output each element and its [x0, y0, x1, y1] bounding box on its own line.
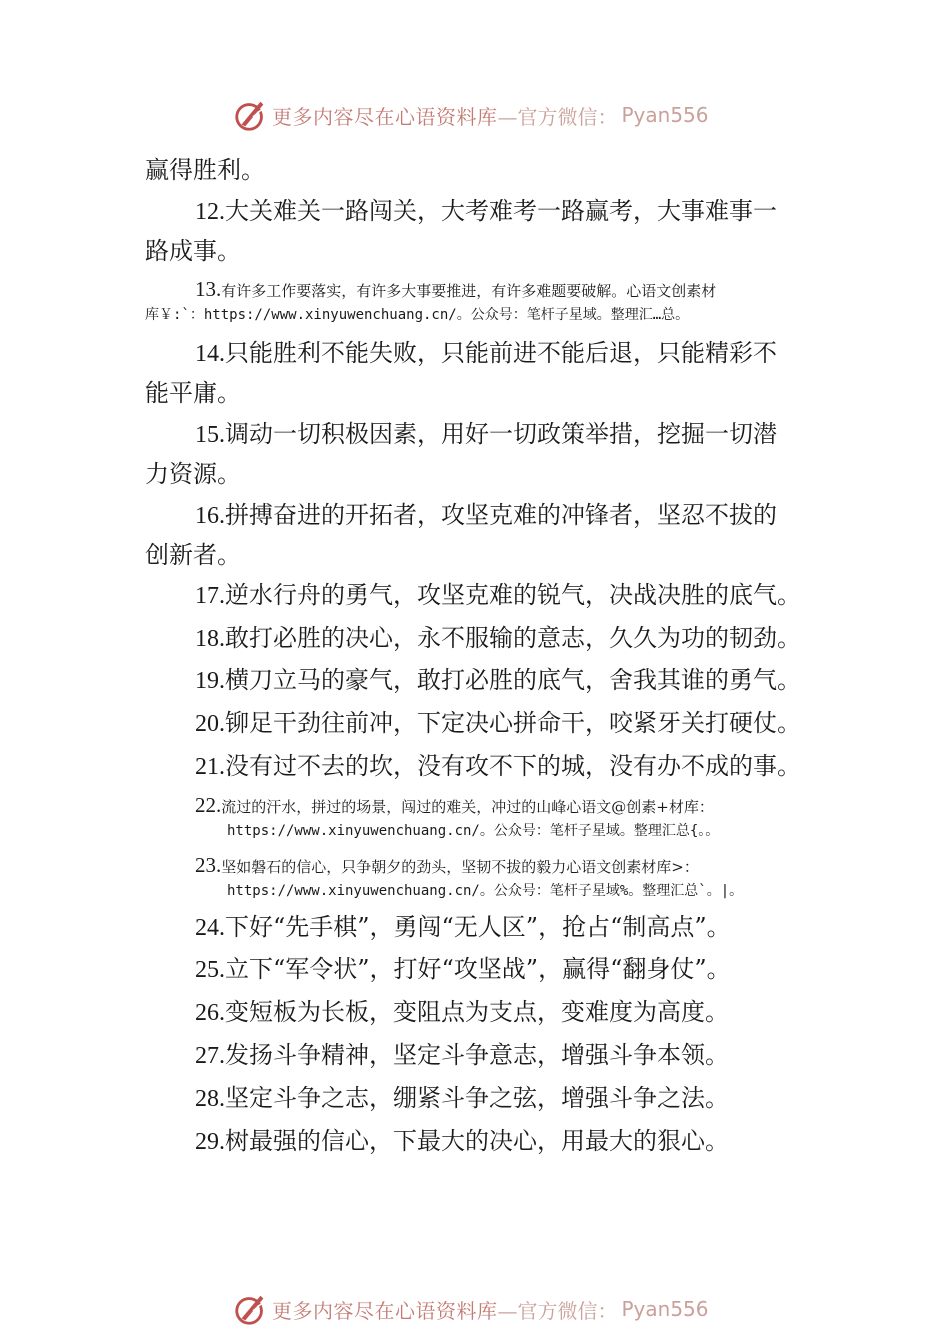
list-item-25: 25.立下“军令状”，打好“攻坚战”，赢得“翻身仗”。	[195, 955, 731, 983]
list-item-18: 18.敢打必胜的决心，永不服输的意志，久久为功的韧劲。	[195, 624, 801, 652]
list-item-19: 19.横刀立马的豪气，敢打必胜的底气，舍我其谁的勇气。	[195, 666, 801, 694]
list-item-27: 27.发扬斗争精神，坚定斗争意志，增强斗争本领。	[195, 1041, 729, 1069]
list-item-29: 29.树最强的信心，下最大的决心，用最大的狠心。	[195, 1127, 729, 1155]
banner-wechat-id: Pyan556	[621, 103, 709, 127]
banner-sub-text: —官方微信：	[497, 104, 618, 129]
banner-main-text: 更多内容尽在心语资料库	[272, 1298, 498, 1323]
list-item-12: 12.大关难关一路闯关，大考难考一路赢考，大事难事一 路成事。	[145, 197, 777, 265]
list-item-13: 13.有许多工作要落实，有许多大事要推进，有许多难题要破解。心语文创素材 库￥:`：https://www.xinyuwenchuang.cn/。公众号：笔杆子星域。整理汇…总。	[145, 277, 717, 323]
list-item-26: 26.变短板为长板，变阻点为支点，变难度为高度。	[195, 998, 729, 1026]
list-item-14: 14.只能胜利不能失败，只能前进不能后退，只能精彩不 能平庸。	[145, 339, 777, 407]
list-item-15: 15.调动一切积极因素，用好一切政策举措，挖掘一切潜 力资源。	[145, 420, 777, 488]
paragraph-continuation: 赢得胜利。	[145, 156, 265, 184]
list-item-24: 24.下好“先手棋”，勇闯“无人区”，抢占“制高点”。	[195, 913, 731, 941]
list-item-23: 23.坚如磐石的信心，只争朝夕的劲头，坚韧不拔的毅力心语文创素材库>： https://www.xinyuwenchuang.cn/。公众号：笔杆子星域%。整理汇总`。|。	[195, 853, 744, 899]
quill-logo-icon	[232, 1290, 270, 1328]
list-item-28: 28.坚定斗争之志，绷紧斗争之弦，增强斗争之法。	[195, 1084, 729, 1112]
list-item-22: 22.流过的汗水，拼过的场景，闯过的难关，冲过的山峰心语文@创素+材库： https://www.xinyuwenchuang.cn/。公众号：笔杆子星域。整理汇总{。。	[195, 793, 720, 839]
footer-banner	[232, 1289, 709, 1329]
header-banner	[232, 95, 709, 135]
list-item-16: 16.拼搏奋进的开拓者，攻坚克难的冲锋者，坚忍不拔的 创新者。	[145, 501, 777, 569]
list-item-20: 20.铆足干劲往前冲，下定决心拼命干，咬紧牙关打硬仗。	[195, 709, 801, 737]
banner-main-text: 更多内容尽在心语资料库	[272, 104, 498, 129]
list-item-21: 21.没有过不去的坎，没有攻不下的城，没有办不成的事。	[195, 752, 801, 780]
banner-wechat-id: Pyan556	[621, 1297, 709, 1321]
banner-sub-text: —官方微信：	[497, 1298, 618, 1323]
quill-logo-icon	[232, 96, 270, 134]
list-item-17: 17.逆水行舟的勇气，攻坚克难的锐气，决战决胜的底气。	[195, 581, 801, 609]
